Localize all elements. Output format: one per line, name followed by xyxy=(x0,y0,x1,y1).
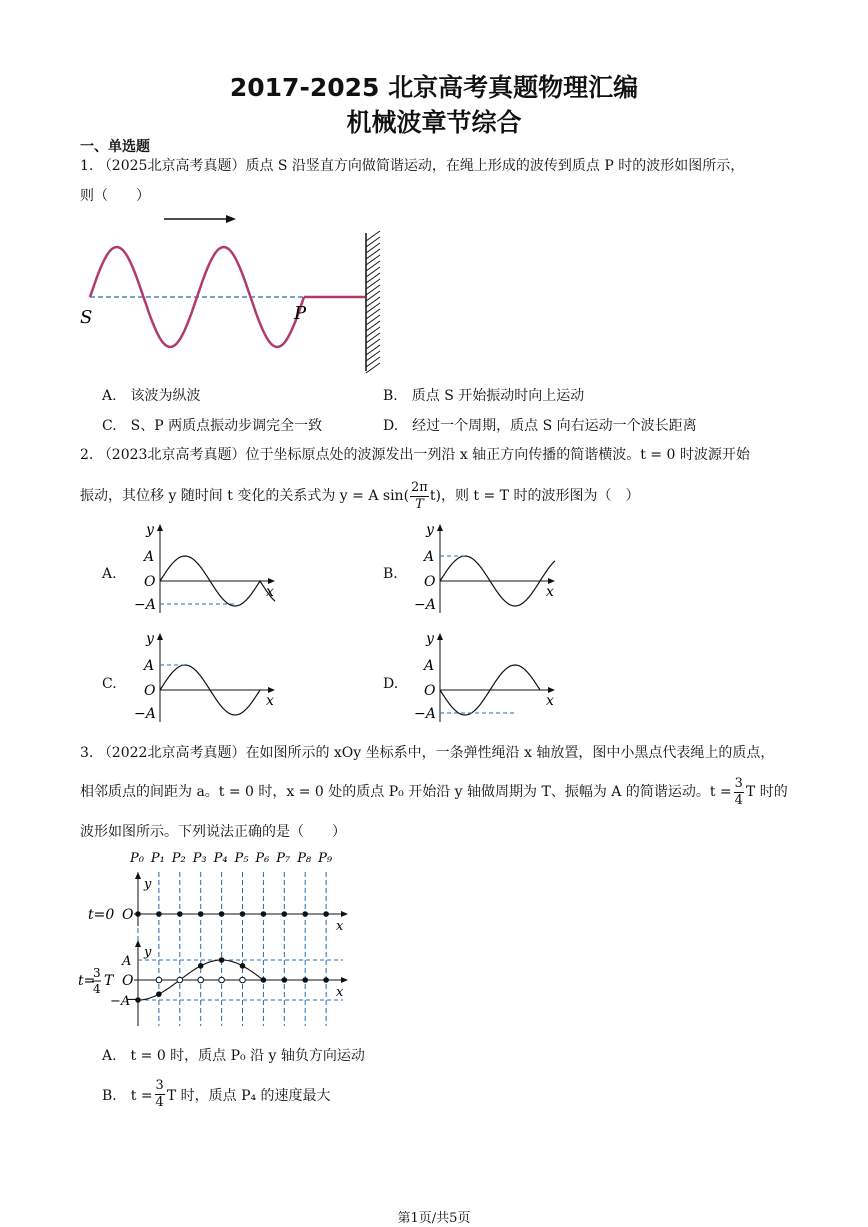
q2-graph-b[interactable] xyxy=(400,518,560,618)
row2-particle-5 xyxy=(240,963,246,969)
row1-particle-5 xyxy=(240,911,246,917)
x-axis-label: x xyxy=(546,584,554,600)
row1-x-label: x xyxy=(336,919,344,934)
row2-particle-1 xyxy=(156,991,162,997)
row1-particle-3 xyxy=(198,911,204,917)
point-label-6: P₆ xyxy=(255,851,270,866)
row2-particle-4 xyxy=(219,957,225,963)
propagation-arrow-head xyxy=(226,215,236,223)
neg-amplitude-label: −A xyxy=(414,597,436,613)
q1-option-b[interactable]: B. 质点 S 开始振动时向上运动 xyxy=(383,388,585,404)
q2-fraction xyxy=(410,480,429,513)
label-p: P xyxy=(294,303,307,324)
row2-particle-7 xyxy=(282,977,288,983)
row2-origin-label: O xyxy=(122,973,134,989)
origin-label: O xyxy=(424,574,436,590)
point-label-2: P₂ xyxy=(171,851,186,866)
q2-option-b-label[interactable]: B. xyxy=(383,566,398,582)
q2-frac-num: 2π xyxy=(411,479,428,495)
row2-y-label: y xyxy=(144,945,152,960)
q2-frac-den: T xyxy=(415,496,424,512)
row2-rest-position-1 xyxy=(156,977,162,983)
q2-line2-post: t)，则 t = T 时的波形图为（ ） xyxy=(429,488,640,504)
point-label-8: P₈ xyxy=(297,851,312,866)
row2-frac-num: 3 xyxy=(93,966,101,980)
point-label-3: P₃ xyxy=(192,851,207,866)
q3-text-line1 xyxy=(80,743,774,763)
wall-hatch xyxy=(366,231,380,373)
row2-rest-position-2 xyxy=(177,977,183,983)
q3-number: 3. xyxy=(80,745,94,761)
row2-neg-a-label: −A xyxy=(110,994,131,1009)
x-axis-label: x xyxy=(266,693,274,709)
row2-x-label: x xyxy=(336,985,344,1000)
point-label-1: P₁ xyxy=(150,851,165,866)
q2-option-a-label[interactable]: A. xyxy=(102,566,117,582)
q3-frac-num: 3 xyxy=(734,775,743,791)
point-label-9: P₉ xyxy=(318,851,333,866)
q2-graph-d[interactable] xyxy=(400,627,560,727)
q2-stem: （2023北京高考真题）位于坐标原点处的波源发出一列沿 x 轴正方向传播的简谐横波。t = 0 时波源开始 xyxy=(97,447,750,463)
q2-number: 2. xyxy=(80,447,94,463)
x-axis-label: x xyxy=(266,584,274,600)
q3-stem: （2022北京高考真题）在如图所示的 xOy 坐标系中，一条弹性绳沿 x 轴放置，图中小黑点代表绳上的质点， xyxy=(97,745,775,761)
y-axis-label: y xyxy=(146,522,154,538)
q1-number: 1. xyxy=(80,158,94,174)
q3-option-b-frac-den: 4 xyxy=(155,1095,164,1110)
document-title-line2: 机械波章节综合 xyxy=(346,108,522,137)
q2-graph-c[interactable] xyxy=(120,627,280,727)
amplitude-label: A xyxy=(144,658,155,674)
q3-option-b-frac-num: 3 xyxy=(155,1078,164,1093)
row1-particle-6 xyxy=(261,911,267,917)
row2-particle-8 xyxy=(302,977,308,983)
row1-particle-8 xyxy=(302,911,308,917)
row2-time-post: T xyxy=(104,973,114,989)
y-axis-arrow xyxy=(157,633,163,640)
q2-text-line1 xyxy=(80,445,750,465)
row2-time-pre: t= xyxy=(78,973,96,989)
row1-particle-7 xyxy=(282,911,288,917)
row1-y-arrow xyxy=(135,872,141,879)
row2-rest-position-4 xyxy=(219,977,225,983)
y-axis-label: y xyxy=(426,631,434,647)
section-heading: 一、单选题 xyxy=(80,139,150,155)
q1-option-d[interactable]: D. 经过一个周期，质点 S 向右运动一个波长距离 xyxy=(383,418,697,434)
row2-particle-6 xyxy=(261,977,267,983)
q3-option-a[interactable]: A. t = 0 时，质点 P₀ 沿 y 轴负方向运动 xyxy=(102,1048,365,1064)
row1-particle-0 xyxy=(135,911,141,917)
q2-text-line2 xyxy=(80,476,639,516)
amplitude-label: A xyxy=(424,658,435,674)
row2-a-label: A xyxy=(122,954,132,969)
q2-graph-a[interactable] xyxy=(120,518,280,618)
origin-label: O xyxy=(144,683,156,699)
point-label-5: P₅ xyxy=(234,851,249,866)
q3-frac-den: 4 xyxy=(734,792,743,808)
row2-x-arrow xyxy=(341,977,348,983)
row2-particle-9 xyxy=(323,977,329,983)
q1-text-line2: 则（ ） xyxy=(80,188,150,204)
row2-frac-den: 4 xyxy=(93,982,101,996)
page-footer: 第1页/共5页 xyxy=(397,1211,471,1226)
q1-wave-figure xyxy=(78,205,398,375)
q3-line2-post: T 时的 xyxy=(745,784,788,800)
q1-text-line1 xyxy=(80,156,744,176)
x-axis-label: x xyxy=(546,693,554,709)
row2-particle-0 xyxy=(135,997,141,1003)
q2-option-c-label[interactable]: C. xyxy=(102,676,117,692)
q2-option-d-label[interactable]: D. xyxy=(383,676,399,692)
neg-amplitude-label: −A xyxy=(414,706,436,722)
y-axis-arrow xyxy=(157,524,163,531)
y-axis-arrow xyxy=(437,633,443,640)
row2-rest-position-5 xyxy=(240,977,246,983)
row2-particle-3 xyxy=(198,963,204,969)
row1-time-label: t=0 xyxy=(88,907,115,923)
row1-y-label: y xyxy=(144,877,152,892)
origin-label: O xyxy=(424,683,436,699)
q1-stem: （2025北京高考真题）质点 S 沿竖直方向做简谐运动，在绳上形成的波传到质点 P 时的波形如图所示， xyxy=(97,158,745,174)
document-title-line1: 2017-2025 北京高考真题物理汇编 xyxy=(229,73,639,102)
q3-text-line3: 波形如图所示。下列说法正确的是（ ） xyxy=(80,824,346,840)
q3-line2-pre: 相邻质点的间距为 a。t = 0 时，x = 0 处的质点 P₀ 开始沿 y 轴做周期为 T、振幅为 A 的简谐运动。t = xyxy=(80,784,732,800)
row1-origin-label: O xyxy=(122,907,134,923)
row1-x-arrow xyxy=(341,911,348,917)
amplitude-label: A xyxy=(144,549,155,565)
y-axis-arrow xyxy=(437,524,443,531)
origin-label: O xyxy=(144,574,156,590)
q2-line2-pre: 振动，其位移 y 随时间 t 变化的关系式为 y = A sin( xyxy=(80,488,410,504)
q1-option-c[interactable]: C. S、P 两质点振动步调完全一致 xyxy=(102,418,323,434)
neg-amplitude-label: −A xyxy=(134,706,156,722)
q3-option-b-pre: B. t = xyxy=(102,1087,153,1104)
q1-option-a[interactable]: A. 该波为纵波 xyxy=(102,388,201,404)
amplitude-label: A xyxy=(424,549,435,565)
q3-figure xyxy=(78,846,378,1031)
y-axis-label: y xyxy=(146,631,154,647)
label-s: S xyxy=(80,307,93,328)
row1-particle-1 xyxy=(156,911,162,917)
row1-particle-2 xyxy=(177,911,183,917)
q3-option-b-fraction xyxy=(155,1078,165,1111)
row1-particle-4 xyxy=(219,911,225,917)
point-label-0: P₀ xyxy=(130,851,144,866)
y-axis-label: y xyxy=(426,522,434,538)
point-label-4: P₄ xyxy=(213,851,228,866)
point-label-7: P₇ xyxy=(276,851,291,866)
neg-amplitude-label: −A xyxy=(134,597,156,613)
q3-option-b-post: T 时，质点 P₄ 的速度最大 xyxy=(166,1087,331,1104)
q3-fraction xyxy=(734,776,744,809)
q3-option-b[interactable] xyxy=(102,1078,331,1111)
row2-y-arrow xyxy=(135,940,141,947)
q3-text-line2 xyxy=(80,772,788,812)
row2-rest-position-3 xyxy=(198,977,204,983)
row1-particle-9 xyxy=(323,911,329,917)
